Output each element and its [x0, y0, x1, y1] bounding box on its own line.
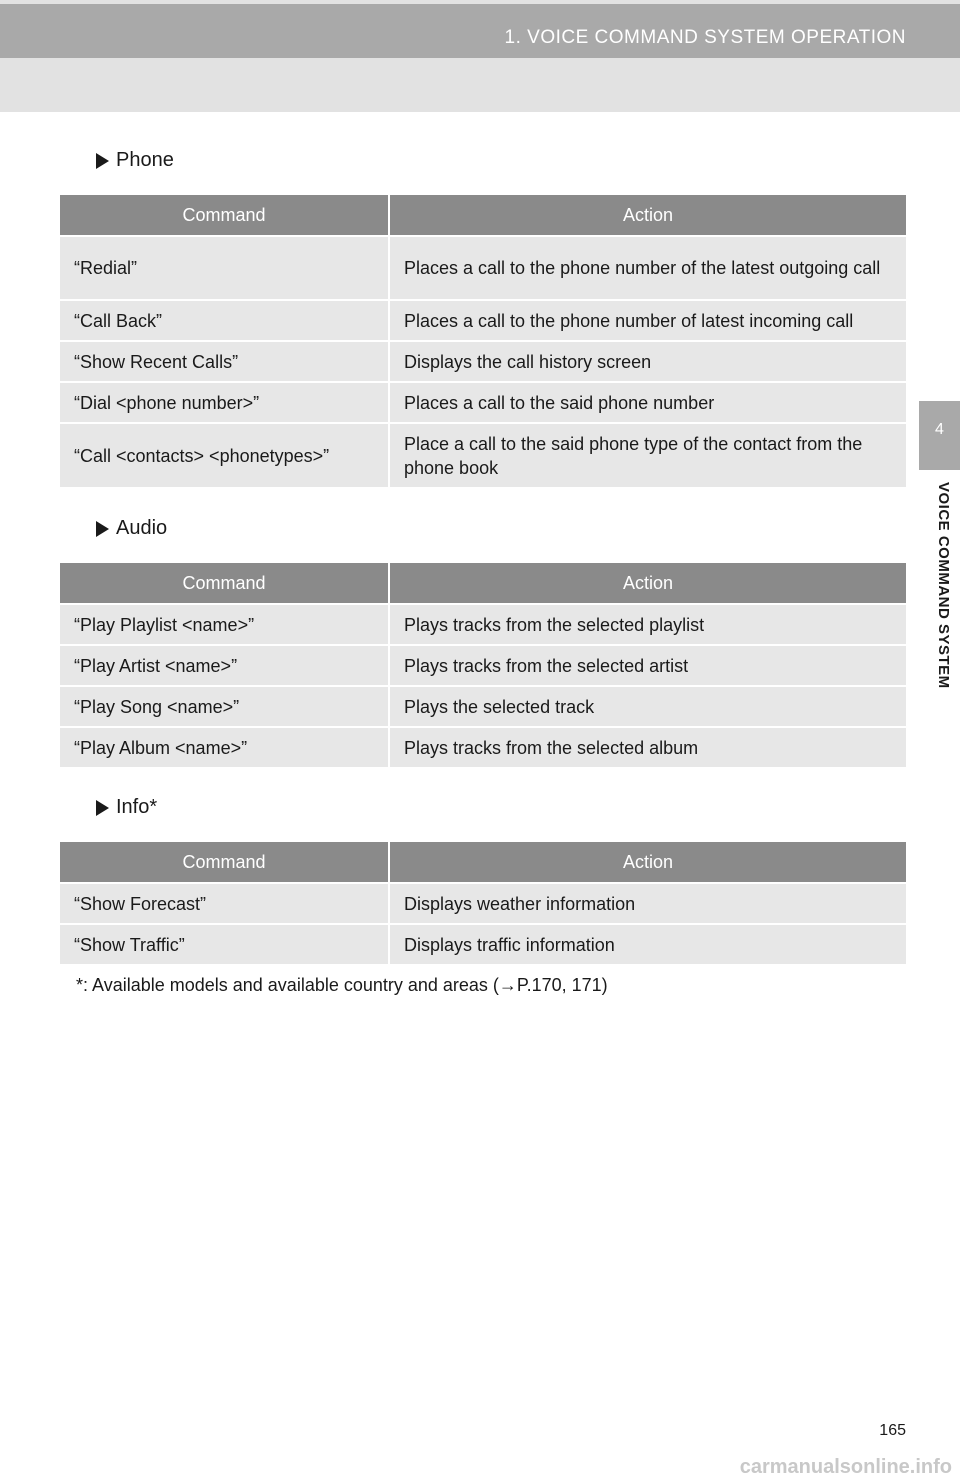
page-number: 165 [879, 1422, 906, 1439]
section-heading-label: Phone [116, 149, 174, 171]
info-command-table [60, 842, 906, 964]
section-heading-label: Info* [116, 796, 158, 818]
phone-command-table [60, 195, 906, 487]
column-header-command: Command [60, 842, 389, 883]
table-row [60, 236, 906, 300]
watermark[interactable]: carmanualsonline.info [739, 1456, 952, 1478]
section-heading-audio [96, 517, 167, 540]
action-cell: Displays traffic information [389, 924, 906, 964]
command-cell: “Play Playlist <name>” [60, 604, 389, 645]
action-cell: Displays the call history screen [389, 341, 906, 382]
action-cell: Plays tracks from the selected playlist [389, 604, 906, 645]
action-cell: Places a call to the said phone number [389, 382, 906, 423]
command-cell: “Play Album <name>” [60, 727, 389, 767]
footnote: *: Available models and available country and areas (→P.170, 171) [76, 975, 608, 995]
table-row [60, 604, 906, 645]
header-bar [0, 4, 960, 58]
table-row [60, 924, 906, 964]
column-header-command: Command [60, 195, 389, 236]
action-cell: Plays the selected track [389, 686, 906, 727]
chapter-tab [919, 401, 960, 470]
command-cell: “Play Song <name>” [60, 686, 389, 727]
section-heading-info [96, 796, 157, 819]
command-cell: “Dial <phone number>” [60, 382, 389, 423]
column-header-command: Command [60, 563, 389, 604]
table-header-row [60, 842, 906, 883]
triangle-bullet-icon [96, 521, 109, 537]
command-cell: “Show Traffic” [60, 924, 389, 964]
action-cell: Places a call to the phone number of latest incoming call [389, 300, 906, 341]
action-cell: Places a call to the phone number of the latest outgoing call [389, 236, 906, 300]
chapter-label: VOICE COMMAND SYSTEM [935, 482, 952, 689]
command-cell: “Show Recent Calls” [60, 341, 389, 382]
table-row [60, 341, 906, 382]
action-cell: Place a call to the said phone type of the contact from the phone book [389, 423, 906, 487]
command-cell: “Call Back” [60, 300, 389, 341]
triangle-bullet-icon [96, 800, 109, 816]
table-header-row [60, 563, 906, 604]
chapter-number: 4 [935, 421, 944, 438]
table-row [60, 686, 906, 727]
table-row [60, 300, 906, 341]
table-header-row [60, 195, 906, 236]
action-cell: Displays weather information [389, 883, 906, 924]
action-cell: Plays tracks from the selected artist [389, 645, 906, 686]
column-header-action: Action [389, 195, 906, 236]
table-row [60, 645, 906, 686]
page-header-title: 1. VOICE COMMAND SYSTEM OPERATION [504, 27, 906, 48]
triangle-bullet-icon [96, 153, 109, 169]
section-heading-phone [96, 149, 174, 172]
column-header-action: Action [389, 842, 906, 883]
command-cell: “Redial” [60, 236, 389, 300]
audio-command-table [60, 563, 906, 767]
command-cell: “Show Forecast” [60, 883, 389, 924]
table-row [60, 883, 906, 924]
column-header-action: Action [389, 563, 906, 604]
action-cell: Plays tracks from the selected album [389, 727, 906, 767]
command-cell: “Call <contacts> <phonetypes>” [60, 423, 389, 487]
table-row [60, 382, 906, 423]
table-row [60, 727, 906, 767]
table-row [60, 423, 906, 487]
section-heading-label: Audio [116, 517, 168, 539]
command-cell: “Play Artist <name>” [60, 645, 389, 686]
